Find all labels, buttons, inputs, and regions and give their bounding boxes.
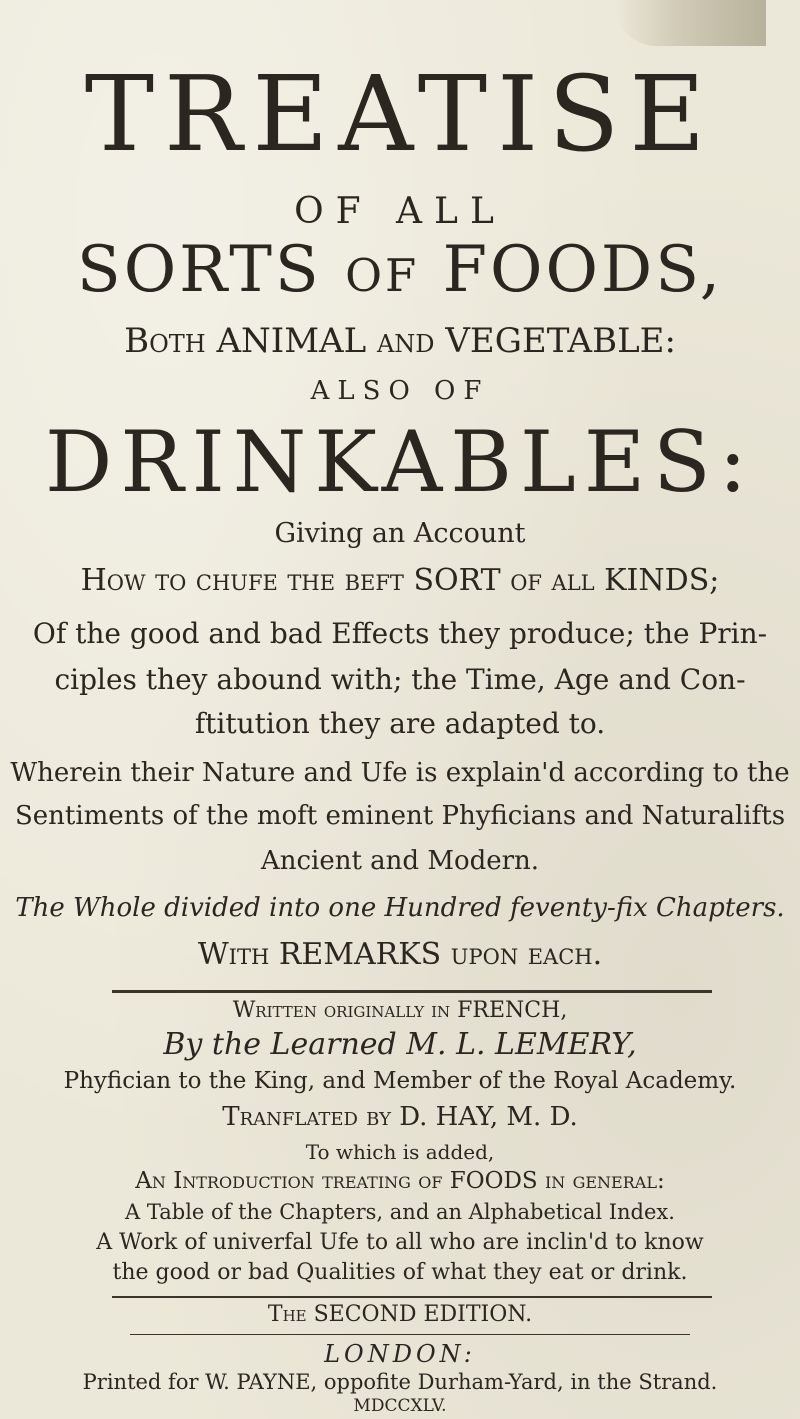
table-index-line: A Table of the Chapters, and an Alphabetical Index. (125, 1200, 675, 1224)
subtitle-of-all: OF ALL (294, 191, 506, 232)
subtitle-also-of: ALSO OF (310, 376, 490, 406)
effects-line: Of the good and bad Effects they produce; the Prin- (32, 617, 768, 650)
introduction-line: An Introduction treating of FOODS in general: (135, 1168, 665, 1194)
whole-divided-line: The Whole divided into one Hundred feventy-fix Chapters. (15, 893, 785, 923)
ancient-modern-line: Ancient and Modern. (260, 846, 540, 876)
place-line: LONDON: (324, 1340, 476, 1368)
written-originally-line: Written originally in FRENCH, (232, 998, 568, 1023)
principles-line: ciples they abound with; the Time, Age and Con- (54, 663, 746, 696)
subtitle-both-line: Both ANIMAL and VEGETABLE: (124, 321, 676, 361)
subtitle-sorts-of-foods: SORTS of FOODS, (76, 233, 724, 307)
sentiments-line: Sentiments of the moft eminent Phyficians and Naturalifts (14, 801, 786, 831)
book-title: TREATISE (84, 53, 716, 175)
translator-line: Tranflated by D. HAY, M. D. (222, 1102, 578, 1132)
divider-rule (112, 1296, 712, 1298)
page-stain (616, 0, 766, 46)
date-line: MDCCXLV. (353, 1396, 447, 1416)
universal-use-line: A Work of univerfal Ufe to all who are inclin'd to know (96, 1230, 704, 1255)
divider-rule (112, 990, 712, 993)
subtitle-drinkables: DRINKABLES: (45, 413, 755, 511)
wherein-line: Wherein their Nature and Ufe is explain'd according to the (10, 758, 790, 788)
how-to-chuse-line: How to chufe the beft SORT of all KINDS; (80, 563, 720, 598)
with-remarks-line: With REMARKS upon each. (197, 937, 603, 972)
edition-line: The SECOND EDITION. (267, 1302, 533, 1327)
divider-rule (130, 1334, 690, 1335)
to-which-line: To which is added, (305, 1140, 495, 1164)
constitution-line: ftitution they are adapted to. (194, 707, 606, 740)
physician-line: Phyfician to the King, and Member of the Royal Academy. (63, 1068, 737, 1094)
giving-account-line: Giving an Account (274, 518, 526, 549)
printer-line: Printed for W. PAYNE, oppofite Durham-Yard, in the Strand. (82, 1370, 718, 1394)
author-line: By the Learned M. L. LEMERY, (163, 1027, 637, 1062)
qualities-line: the good or bad Qualities of what they eat or drink. (112, 1260, 688, 1285)
